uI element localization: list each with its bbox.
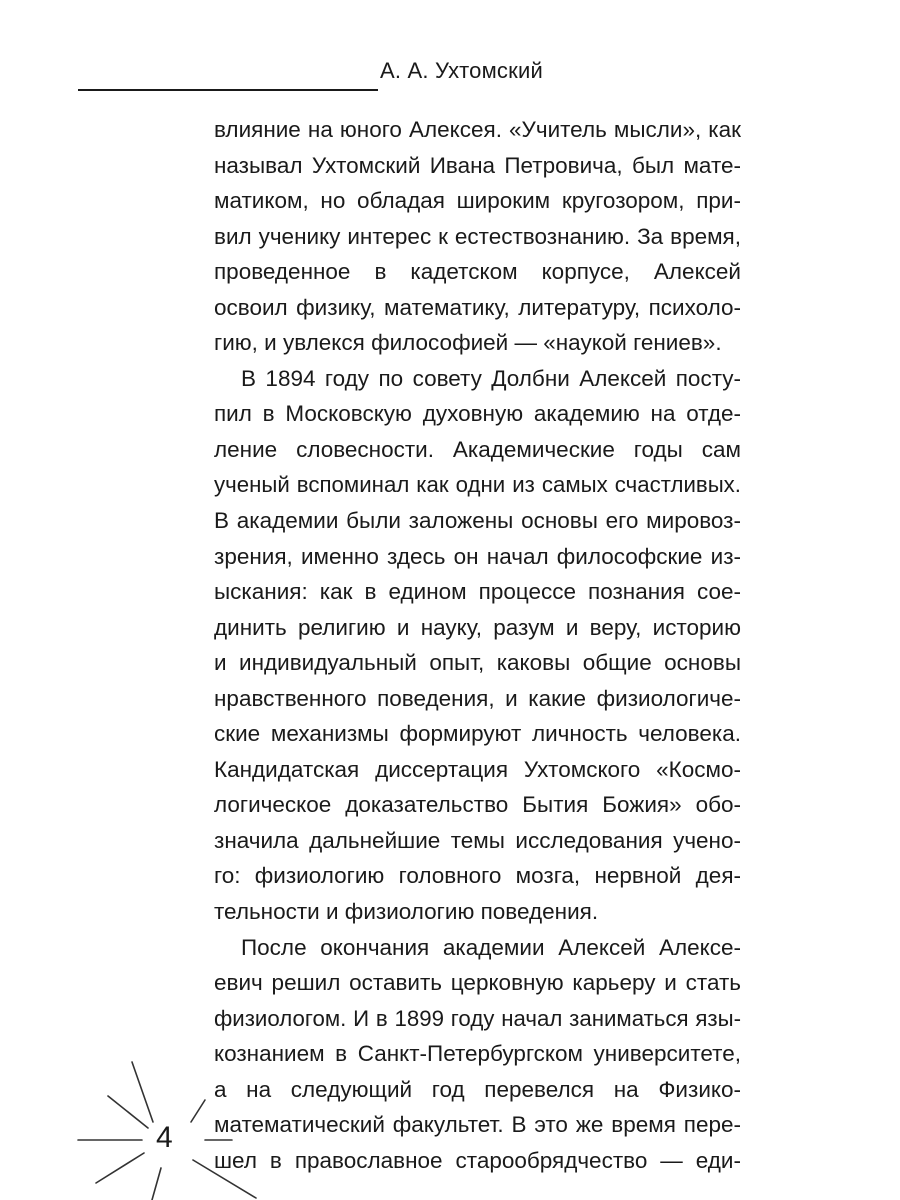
text-line: динить религию и науку, разум и веру, историю xyxy=(214,614,741,640)
text-line: и индивидуальный опыт, каковы общие основы xyxy=(214,650,741,676)
text-line: пил в Московскую духовную академию на отде- xyxy=(214,401,741,427)
starburst-ray xyxy=(191,1100,205,1122)
text-line: а на следующий год перевелся на Физико- xyxy=(214,1076,741,1102)
text-line: гию, и увлекся философией — «наукой гениев». xyxy=(214,330,722,356)
text-line: кознанием в Санкт-Петербургском университете, xyxy=(214,1041,741,1067)
starburst-ray xyxy=(96,1153,144,1183)
text-line: матиком, но обладая широким кругозором, при- xyxy=(214,188,741,214)
text-line: называл Ухтомский Ивана Петровича, был мате- xyxy=(214,152,741,178)
text-line: В академии были заложены основы его мировоз- xyxy=(214,508,741,534)
text-line: нравственного поведения, и какие физиологиче- xyxy=(214,685,741,711)
text-line: влияние на юного Алексея. «Учитель мысли», как xyxy=(214,117,741,142)
text-line: го: физиологию головного мозга, нервной дея- xyxy=(214,863,741,889)
text-line: физиологом. И в 1899 году начал заниматься язы- xyxy=(214,1005,741,1031)
text-line: математический факультет. В это же время пере- xyxy=(214,1112,741,1138)
text-line: Кандидатская диссертация Ухтомского «Космо- xyxy=(214,756,741,782)
starburst-ray xyxy=(152,1168,161,1200)
text-line: логическое доказательство Бытия Божия» обо- xyxy=(214,792,741,818)
text-line: ские механизмы формируют личность человека. xyxy=(214,721,741,747)
starburst-ray xyxy=(193,1160,256,1198)
text-line: В 1894 году по совету Долбни Алексей посту- xyxy=(241,365,741,391)
text-line: евич решил оставить церковную карьеру и стать xyxy=(214,970,741,996)
running-header-author: А. А. Ухтомский xyxy=(380,58,543,83)
text-line: После окончания академии Алексей Алексе- xyxy=(241,934,741,960)
text-line: вил ученику интерес к естествознанию. За время, xyxy=(214,223,741,249)
starburst-ray xyxy=(132,1062,153,1122)
text-line: шел в православное старообрядчество — еди- xyxy=(214,1147,741,1173)
text-line: ление словесности. Академические годы сам xyxy=(214,436,741,462)
text-line: освоил физику, математику, литературу, психоло- xyxy=(214,294,741,320)
page-number: 4 xyxy=(156,1121,173,1154)
text-line: зрения, именно здесь он начал философские из- xyxy=(214,543,741,569)
starburst-ray xyxy=(108,1096,148,1128)
text-line: тельности и физиологию поведения. xyxy=(214,899,599,925)
text-line: значила дальнейшие темы исследования учено- xyxy=(214,827,741,853)
text-line: ученый вспоминал как одни из самых счастливых. xyxy=(214,472,741,498)
text-line: ыскания: как в едином процессе познания сое- xyxy=(214,579,741,605)
text-line: проведенное в кадетском корпусе, Алексей xyxy=(214,259,741,285)
